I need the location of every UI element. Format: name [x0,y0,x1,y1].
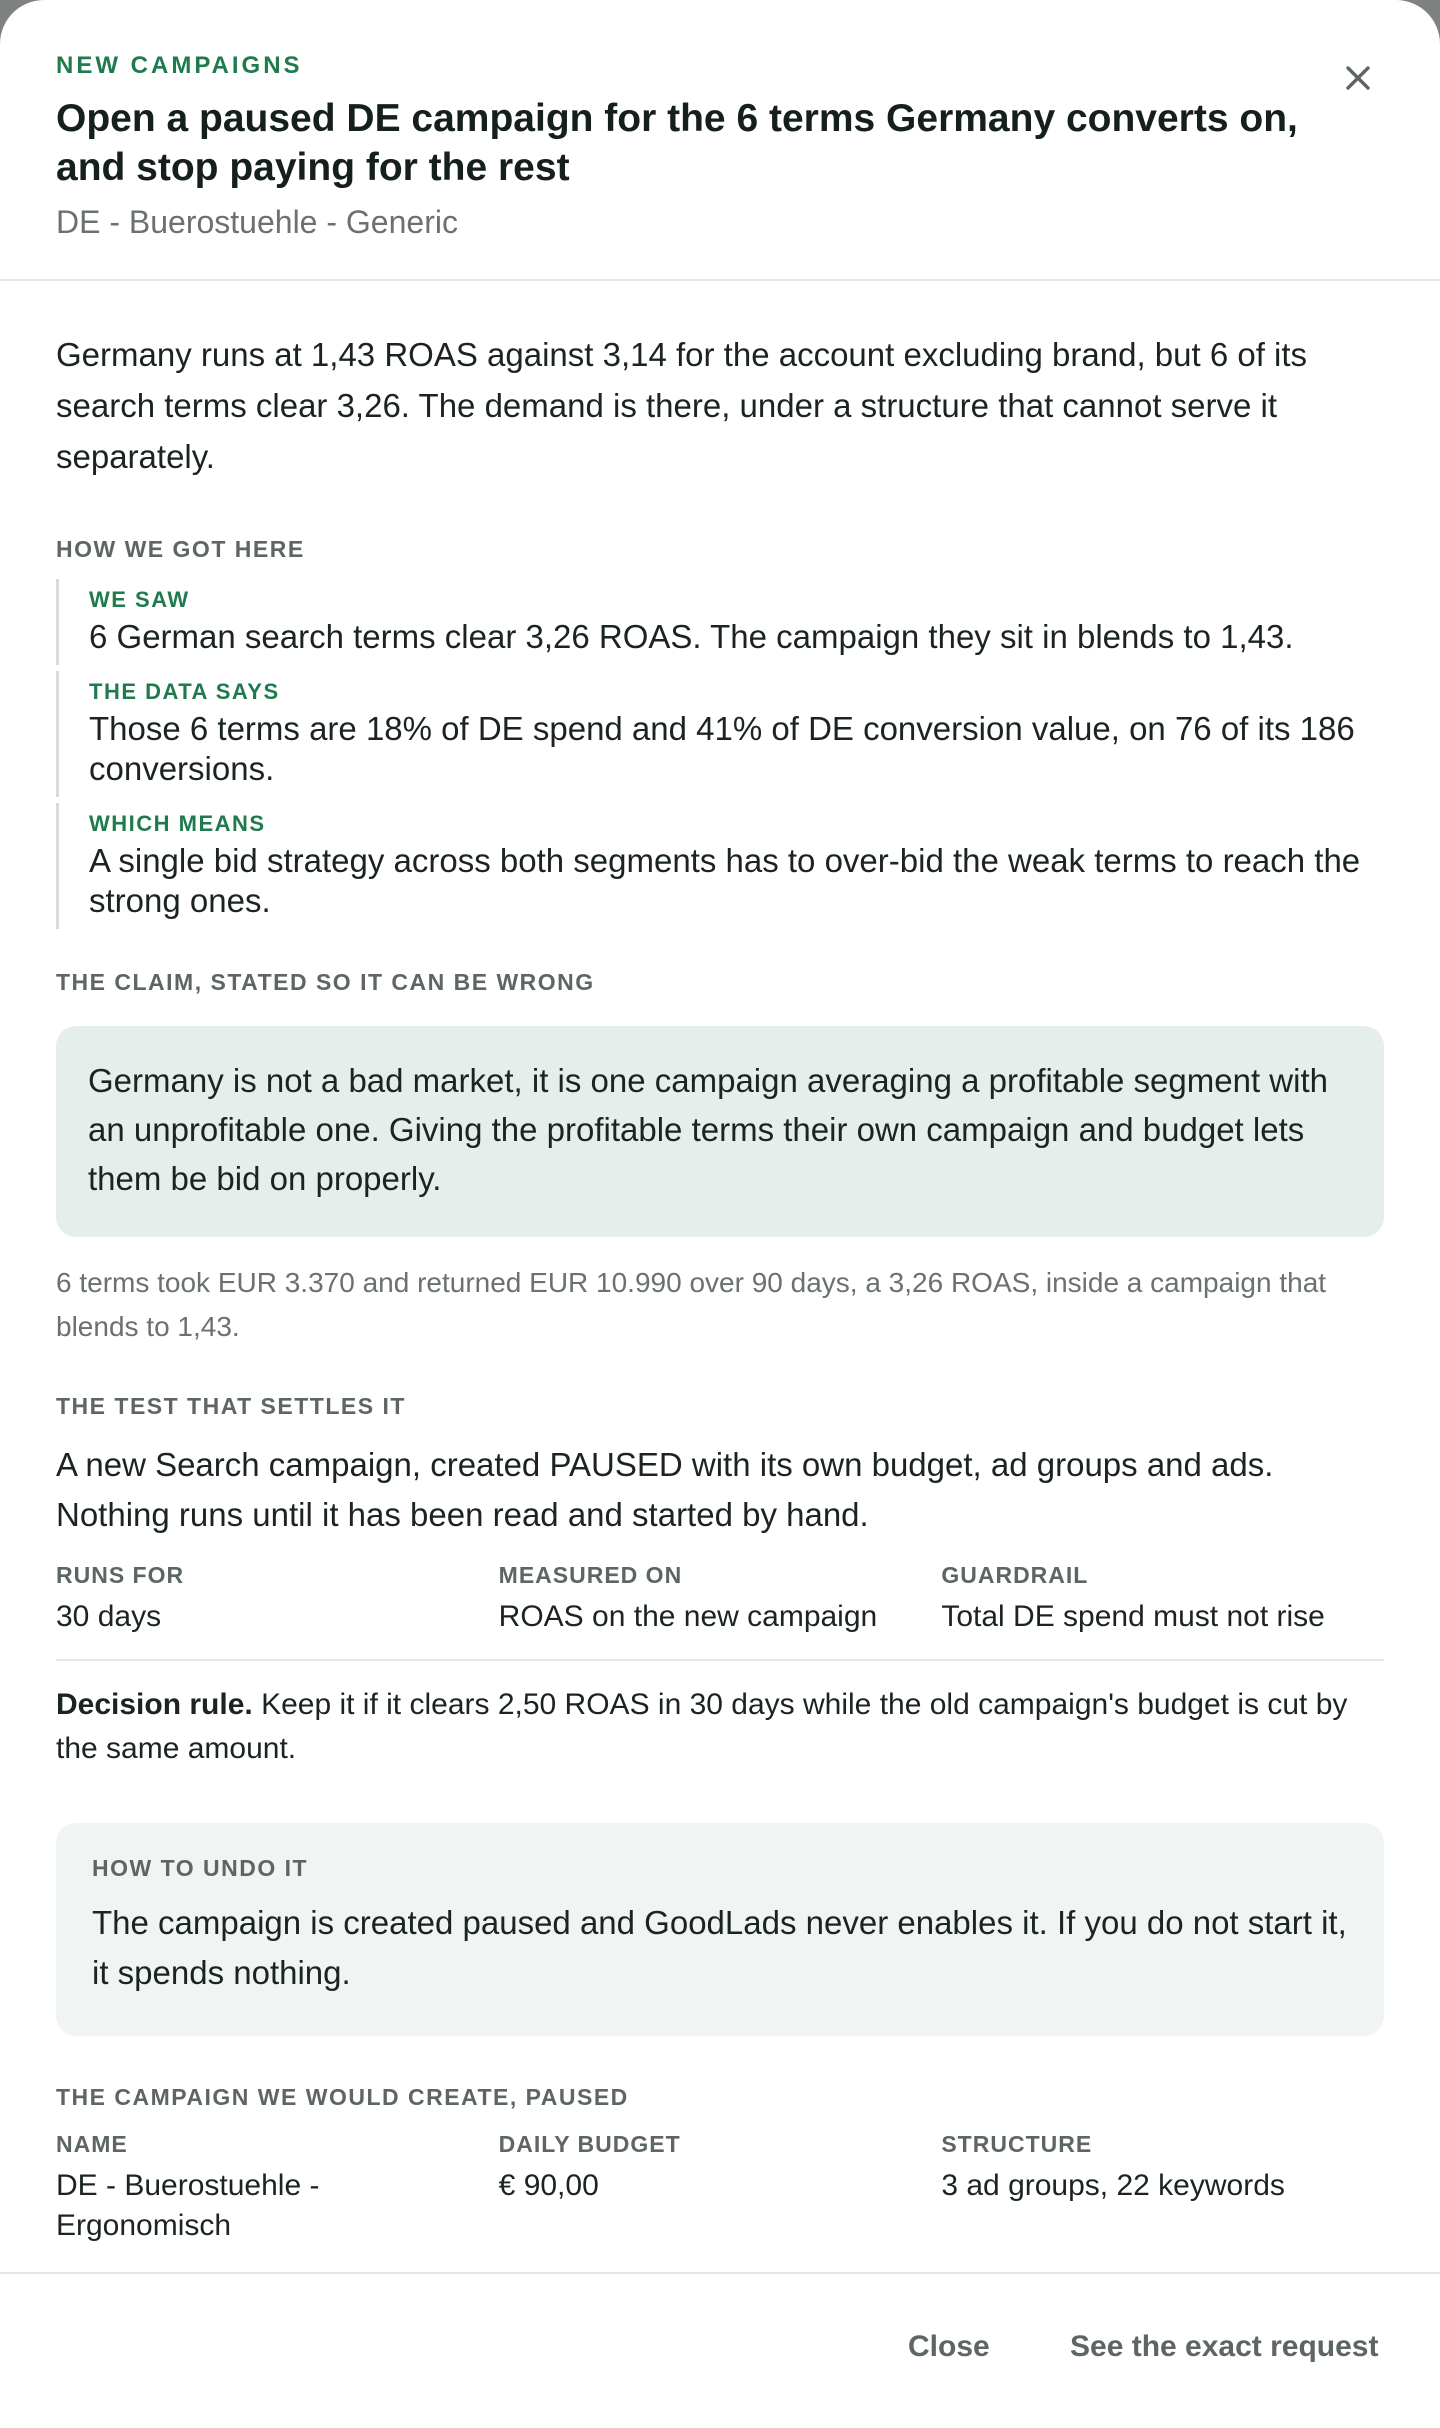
step-text: Those 6 terms are 18% of DE spend and 41% of DE conversion value, on 76 of its 186 conversions. [89,710,1355,787]
test-section [56,1393,1384,1771]
budget-value: € 90,00 [498,2169,599,2202]
step-which-means [56,803,1384,929]
test-label: THE TEST THAT SETTLES IT [56,1393,406,1419]
decision-rule-title: Decision rule. [56,1688,253,1721]
claim-section [56,969,1384,1349]
close-button[interactable]: Close [908,2330,990,2363]
lead-paragraph: Germany runs at 1,43 ROAS against 3,14 for the account excluding brand, but 6 of its search terms clear 3,26. The demand is there, under a structure that cannot serve it separately. [56,336,1308,475]
undo-label: HOW TO UNDO IT [92,1855,309,1881]
claim-box: Germany is not a bad market, it is one campaign averaging a profitable segment with an unprofitable one. Giving the profitable terms their own campaign and budget lets them be bid on properly. [56,1026,1384,1237]
undo-text: The campaign is created paused and GoodLads never enables it. If you do not start it, it spends nothing. [92,1904,1347,1991]
structure-value: 3 ad groups, 22 keywords [941,2169,1285,2202]
decision-rule [56,1683,1384,1771]
structure-label: STRUCTURE [941,2131,1093,2157]
runs-for-value: 30 days [56,1600,162,1633]
name-value: DE - Buerostuehle - Ergonomisch [56,2169,320,2242]
daily-budget [499,2131,942,2246]
campaign-section [56,2084,1384,2246]
modal-kicker: NEW CAMPAIGNS [56,52,303,79]
modal-footer [0,2272,1440,2428]
undo-box [56,1823,1384,2036]
test-parameters [56,1562,1384,1637]
guardrail-value: Total DE spend must not rise [941,1600,1325,1633]
guardrail [941,1562,1384,1637]
modal-title: Open a paused DE campaign for the 6 terms Germany converts on, and stop paying for the rest [56,97,1298,189]
measured-on [499,1562,942,1637]
see-request-button[interactable]: See the exact request [1070,2330,1379,2363]
runs-for-label: RUNS FOR [56,1562,185,1588]
close-icon [1344,64,1372,92]
guardrail-label: GUARDRAIL [941,1562,1089,1588]
divider [56,1659,1384,1661]
step-label: THE DATA SAYS [89,679,280,704]
campaign-name [56,2131,499,2246]
how-label: HOW WE GOT HERE [56,536,305,562]
step-text: 6 German search terms clear 3,26 ROAS. The campaign they sit in blends to 1,43. [89,618,1294,655]
step-we-saw [56,579,1384,665]
modal-header [0,0,1440,281]
budget-label: DAILY BUDGET [498,2131,681,2157]
reasoning-steps [56,579,1384,929]
modal-subtitle: DE - Buerostuehle - Generic [56,204,458,240]
decision-rule-text: Keep it if it clears 2,50 ROAS in 30 days while the old campaign's budget is cut by the same amount. [56,1688,1348,1765]
step-label: WE SAW [89,587,190,612]
test-description: A new Search campaign, created PAUSED with its own budget, ad groups and ads. Nothing runs until it has been read and started by hand. [56,1446,1274,1533]
campaign-details [56,2131,1384,2246]
campaign-label: THE CAMPAIGN WE WOULD CREATE, PAUSED [56,2084,629,2110]
step-data-says [56,671,1384,797]
step-text: A single bid strategy across both segments has to over-bid the weak terms to reach the strong ones. [89,842,1361,919]
how-section [56,536,1384,929]
runs-for [56,1562,499,1637]
measured-on-label: MEASURED ON [498,1562,683,1588]
name-label: NAME [56,2131,128,2157]
claim-footnote: 6 terms took EUR 3.370 and returned EUR 10.990 over 90 days, a 3,26 ROAS, inside a campaign that blends to 1,43. [56,1267,1327,1342]
step-label: WHICH MEANS [89,811,266,836]
campaign-structure [941,2131,1384,2246]
claim-label: THE CLAIM, STATED SO IT CAN BE WRONG [56,969,595,995]
modal-content [0,329,1440,2246]
measured-on-value: ROAS on the new campaign [498,1600,878,1633]
close-modal-button[interactable] [1336,56,1380,100]
